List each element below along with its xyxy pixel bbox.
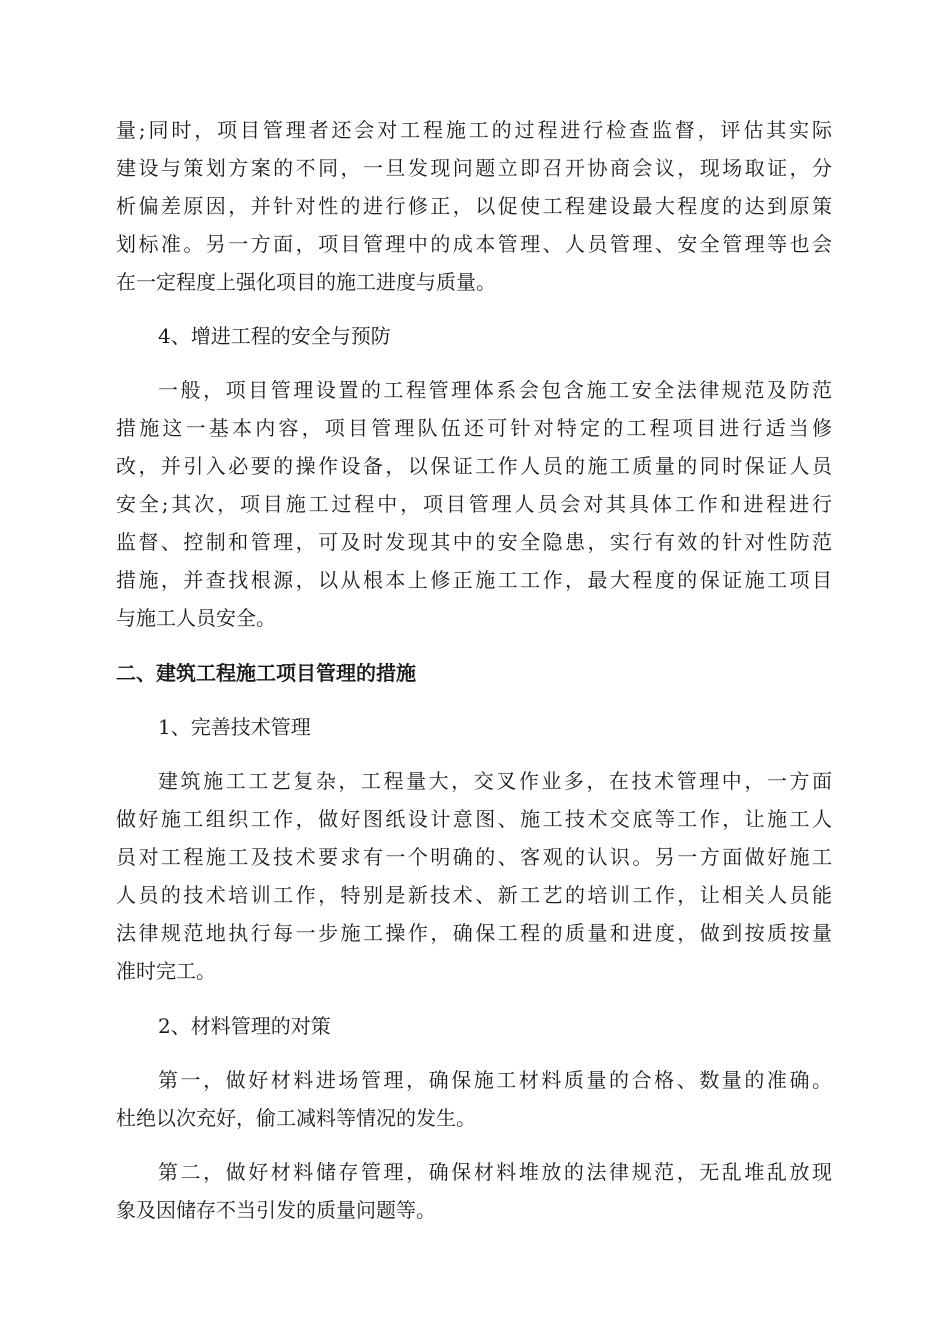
paragraph-line: 一般，项目管理设置的工程管理体系会包含施工安全法律规范及防范 (158, 378, 832, 402)
subheading-2: 2、材料管理的对策 (158, 1014, 331, 1038)
paragraph-line: 措施，并查找根源，以从根本上修正施工工作，最大程度的保证施工项目 (116, 568, 832, 592)
paragraph-line: 监督、控制和管理，可及时发现其中的安全隐患，实行有效的针对性防范 (116, 530, 832, 554)
paragraph-line: 建设与策划方案的不同，一旦发现问题立即召开协商会议，现场取证，分 (116, 156, 832, 180)
paragraph-line: 做好施工组织工作，做好图纸设计意图、施工技术交底等工作，让施工人 (116, 807, 832, 831)
paragraph-line: 量;同时，项目管理者还会对工程施工的过程进行检查监督，评估其实际 (116, 118, 832, 142)
paragraph-line: 第二，做好材料储存管理，确保材料堆放的法律规范，无乱堆乱放现 (158, 1160, 832, 1184)
paragraph-line: 划标准。另一方面，项目管理中的成本管理、人员管理、安全管理等也会 (116, 232, 832, 256)
paragraph-line: 建筑施工工艺复杂，工程量大，交叉作业多，在技术管理中，一方面 (158, 769, 832, 793)
paragraph-line: 与施工人员安全。 (116, 606, 276, 630)
paragraph-line: 法律规范地执行每一步施工操作，确保工程的质量和进度，做到按质按量 (116, 921, 832, 945)
paragraph-line: 象及因储存不当引发的质量问题等。 (116, 1198, 436, 1222)
paragraph-line: 人员的技术培训工作，特别是新技术、新工艺的培训工作，让相关人员能 (116, 883, 832, 907)
subheading-1: 1、完善技术管理 (158, 715, 311, 739)
paragraph-line: 第一，做好材料进场管理，确保施工材料质量的合格、数量的准确。 (158, 1068, 832, 1092)
section-heading: 二、建筑工程施工项目管理的措施 (116, 661, 416, 685)
paragraph-line: 准时完工。 (116, 959, 216, 983)
paragraph-line: 在一定程度上强化项目的施工进度与质量。 (116, 270, 496, 294)
paragraph-line: 员对工程施工及技术要求有一个明确的、客观的认识。另一方面做好施工 (116, 845, 832, 869)
paragraph-line: 改，并引入必要的操作设备，以保证工作人员的施工质量的同时保证人员 (116, 454, 832, 478)
paragraph-line: 措施这一基本内容，项目管理队伍还可针对特定的工程项目进行适当修 (116, 416, 832, 440)
paragraph-line: 安全;其次，项目施工过程中，项目管理人员会对其具体工作和进程进行 (116, 492, 832, 516)
paragraph-line: 杜绝以次充好，偷工减料等情况的发生。 (116, 1106, 476, 1130)
paragraph-line: 析偏差原因，并针对性的进行修正，以促使工程建设最大程度的达到原策 (116, 194, 832, 218)
subheading-4: 4、增进工程的安全与预防 (158, 324, 391, 348)
